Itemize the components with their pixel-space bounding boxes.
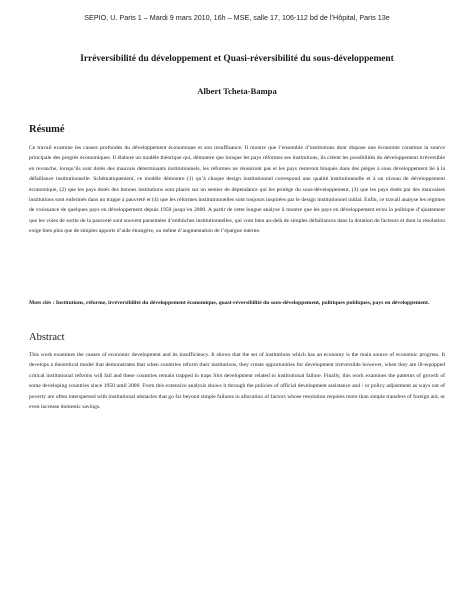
resume-paragraph: Ce travail examine les causes profondes du développement économique et son insuffisance. Il montre que l’ensemble d’institutions dont dispose une économie constitue la source principale des progrès économiques. Il élabore un modèle théorique qui, démontre que lorsque les pays réformes ses institutions, ils créent les possibilités du développement irréversible en revanche, lorsqu’ils sont dotés des mauvais déterminants institutionnels, les réformes ne réussiront pas et les pays resteront bloqués dans des pièges à sous développement lié à la défaillance institutionnelle. Schématiquement, ce modèle démontre (1) qu’à chaque design institutionnel correspond une qualité institutionnelle et à un niveau de développement économique, (2) que les pays dotés des bonnes institutions sont placés sur un sentier de dépendance qui les protège du sous-développement, (3) que les pays dotés par des mauvaises institutions sont enfermés dans un trappe à pauvreté et (4) que les réformes institutionnelles sont toujours inspirées par le design institutionnel initial. Enfin, ce travail analyse les régimes de croissance de quelques pays en développement depuis 1950 jusqu’en 2000. A partir de cette longue analyse il montre que les pays en développement et/ou la politique d’ajustement que les voies de sortie de la pauvreté sont souvent parsemées d’embûches institutionnelles, qui vont bien au-delà de simples défaillances dans la dotation de facteurs et dont la résolution exige bien plus que de simples apports d’aide étrangère, ou même d’augmentation de l’épargne interne.: [29, 145, 445, 235]
resume-heading: Résumé: [29, 124, 65, 135]
keywords-paragraph: Mots clés : Institutions, réforme, irréversibilité du développement économique, quasi-réversibilité du sous-développement, politiques publiques, pays en développement.: [29, 300, 430, 306]
abstract-paragraph: This work examines the causes of economic development and its insufficiency. It shows that the set of institutions which has an economy is the main source of economic progress. It develops a theoretical model that demonstrates that when countries reform their institutions, they create opportunities for development irreversible however, when they are ill-equipped critical institutional reforms will fail and these countries remain trapped in traps Slot development related to institutional failure. Finally, this work examines the patterns of growth of some developing countries since 1950 until 2000. From this extensive analysis shows it through the policies of official development assistance and / or policy adjustment as ways out of poverty are often interspersed with institutional obstacles that go far beyond simple failures in allocation of factors whose resolution requires more than simple transfers of foreign aid, or even increase domestic savings.: [29, 352, 445, 411]
paper-title: Irréversibilité du développement et Quasi-réversibilité du sous-développement: [80, 54, 394, 64]
conference-header: SEPIO, U. Paris 1 – Mardi 9 mars 2010, 16h – MSE, salle 17, 106-112 bd de l’Hôpital, Paris 13e: [84, 13, 390, 22]
author-name: Albert Tcheta-Bampa: [197, 86, 277, 96]
abstract-heading: Abstract: [29, 332, 65, 343]
